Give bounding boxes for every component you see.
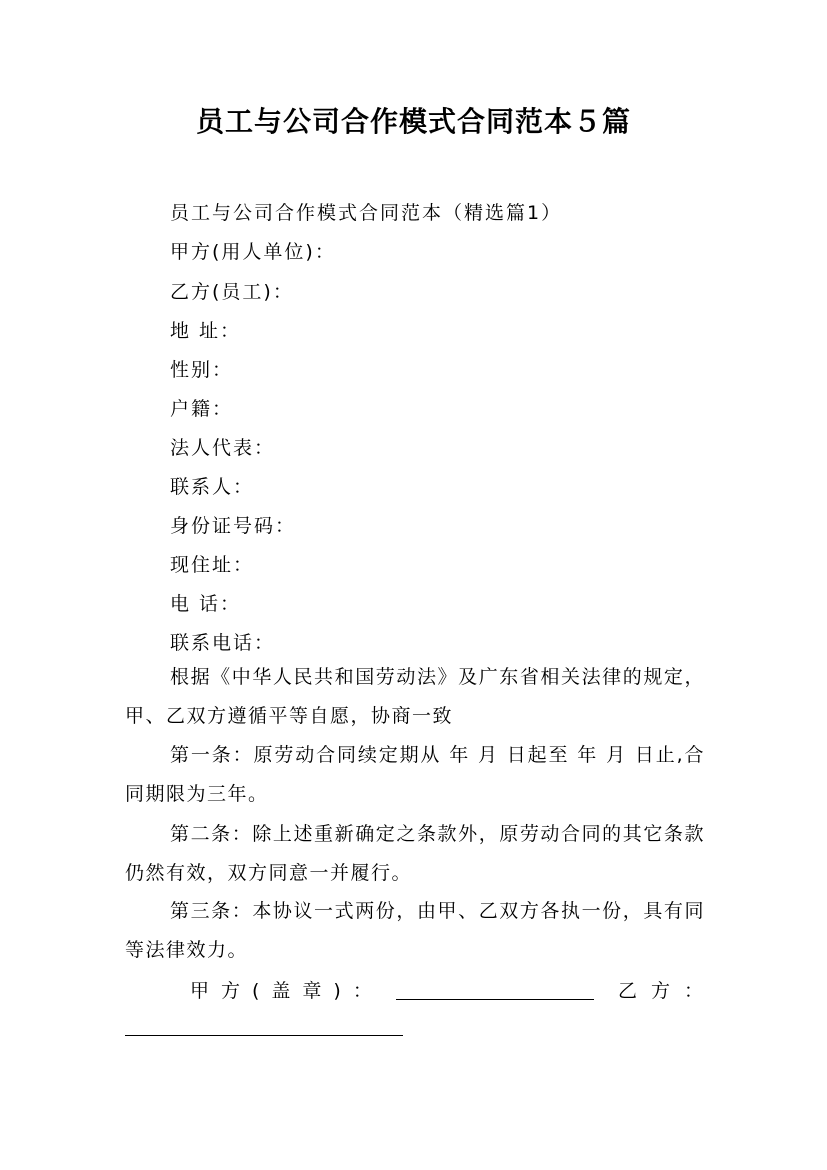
document-title: 员工与公司合作模式合同范本５篇 [195,105,631,138]
paragraph-article-2: 第二条：除上述重新确定之条款外，原劳动合同的其它条款仍然有效，双方同意一并履行。 [125,823,705,884]
signature-party-b-line [125,1035,403,1036]
field-current-address: 现住址： [170,554,255,576]
paragraph-article-1: 第一条：原劳动合同续定期从 年 月 日起至 年 月 日止,合同期限为三年。 [125,744,705,805]
field-address: 地 址： [170,320,242,342]
field-household-register: 户籍： [170,398,234,420]
field-party-b: 乙方(员工)： [170,281,294,303]
field-contact-phone: 联系电话： [170,632,276,654]
field-legal-representative: 法人代表： [170,437,276,459]
signature-block [0,976,827,1046]
field-party-a: 甲方(用人单位)： [170,241,336,263]
contract-subtitle: 员工与公司合作模式合同范本（精选篇1） [170,202,563,224]
field-phone: 电 话： [170,593,242,615]
field-id-number: 身份证号码： [170,515,297,537]
field-gender: 性别： [170,359,234,381]
signature-party-a-label: 甲方(盖章)： [190,980,384,1002]
signature-party-a-line [396,999,594,1000]
signature-party-b-label: 乙方： [618,980,718,1002]
field-contact-person: 联系人： [170,476,255,498]
paragraph-basis: 根据《中华人民共和国劳动法》及广东省相关法律的规定，甲、乙双方遵循平等自愿，协商一致 [125,666,705,727]
paragraph-article-3: 第三条：本协议一式两份，由甲、乙双方各执一份，具有同等法律效力。 [125,900,705,961]
